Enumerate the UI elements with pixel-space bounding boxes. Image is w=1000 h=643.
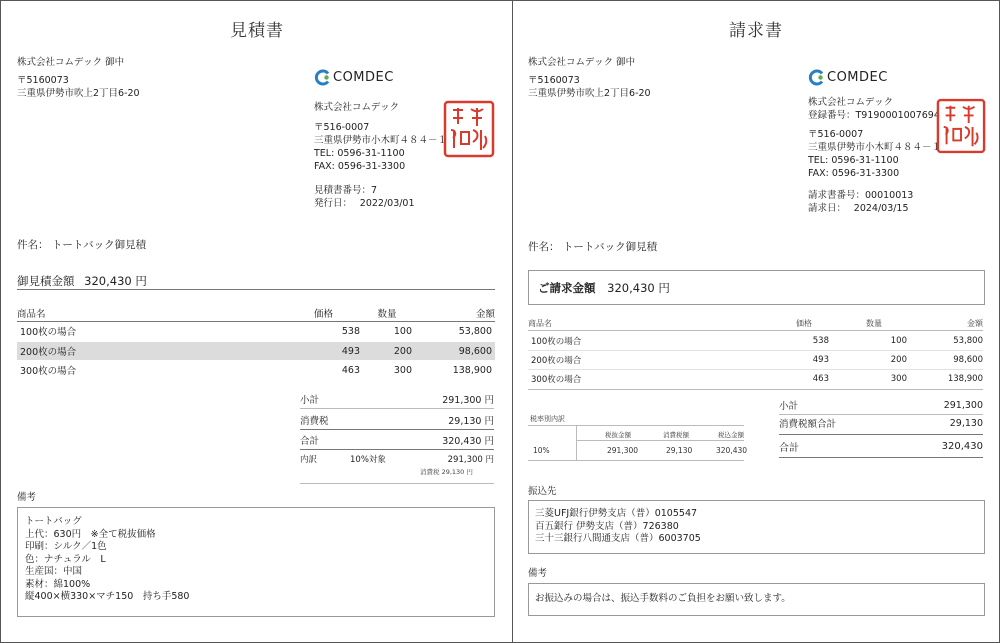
table-row: 100枚の場合 538 100 53,800 [531,336,983,347]
invoice-total-value: 320,430 円 [607,281,670,295]
tax-header-excl: 税抜金額 [605,431,631,439]
invoice-notes-label: 備考 [528,568,548,579]
tax-table-bottom-line [528,460,744,461]
table-row: 300枚の場合 463 300 138,900 [531,374,983,385]
invoice-reg-no: 登録番号：T9190001007694 [808,110,940,121]
comdec-logo [808,69,888,86]
subtotal-line [779,414,983,415]
tax-table-top-line [528,425,744,426]
comdec-logo [314,69,394,86]
estimate-subject: 件名： トートバック御見積 [17,239,147,251]
invoice-fax: FAX: 0596-31-3300 [808,168,900,179]
grand-total-row: 合計 320,430 [779,440,983,454]
estimate-title: 見積書 [230,21,284,41]
bank-item: 三菱UFJ銀行伊勢支店（普）0105547 [535,508,698,519]
estimate-notes-list: トートバッグ 上代：630円 ※全て税抜価格 印刷：シルク／1色 色：ナチュラル L 生産国：中国 素材：綿100% 縦400×横330×マチ150 持ち手580 [25,516,190,602]
tax-table-title: 税率別内訳 [530,415,565,423]
header-name: 商品名 [17,309,46,320]
total-underline [17,289,495,290]
invoice-total-label: ご請求金額 [538,281,596,295]
comdec-logo-icon [808,69,825,86]
header-amount: 金額 [475,309,495,320]
table-row: 100枚の場合 538 100 53,800 [20,325,492,338]
subtotal-row: 小計 291,300 [779,399,983,412]
estimate-total [17,273,147,289]
estimate-recipient-zip: 〒5160073 [17,75,69,86]
bank-item: 三十三銀行八間通支店（普）6003705 [535,533,701,544]
invoice-notes-box [528,583,985,616]
tax-table-divider [576,425,577,461]
estimate-recipient: 株式会社コムデック 御中 [17,57,125,68]
estimate-total-value: 320,430 円 [84,274,147,288]
table-row: 300枚の場合 463 300 138,900 [20,364,492,377]
estimate-company-address: 三重県伊勢市小木町４８４－１ [314,135,448,146]
invoice-recipient-address: 三重県伊勢市吹上2丁目6-20 [528,88,651,99]
tax-line [300,429,494,430]
logo-text: COMDEC [827,70,888,85]
tax-excl: 291,300 [607,446,639,455]
tax-table-mid-line [576,440,744,441]
subtotal-line [300,408,494,409]
tax-header-incl: 税込金額 [718,431,744,439]
invoice-subject: 件名： トートバック御見積 [528,241,658,253]
invoice-total [538,280,670,296]
tax-amount: 29,130 [666,446,693,455]
invoice-doc-no: 請求書番号：00010013 [808,190,914,201]
subtotal-row: 小計 291,300 円 [300,395,494,406]
grand-line [300,449,494,450]
comdec-logo-icon [314,69,331,86]
invoice-issue-date: 請求日： 2024/03/15 [808,203,909,214]
invoice-title: 請求書 [729,21,783,41]
tax-row: 消費税 29,130 円 [300,416,494,427]
grand-total-row: 合計 320,430 円 [300,436,494,447]
estimate-recipient-address: 三重県伊勢市吹上2丁目6-20 [17,88,140,99]
breakdown-row: 内訳 10%対象 291,300 円 [300,455,494,465]
invoice-company-zip: 〒516-0007 [808,129,864,140]
estimate-tel: TEL: 0596-31-1100 [314,148,405,159]
invoice-total-box [528,270,985,305]
invoice-header-line [528,330,983,331]
invoice-document [513,0,1000,643]
estimate-doc-no: 見積書番号：7 [314,185,378,196]
invoice-tel: TEL: 0596-31-1100 [808,155,899,166]
estimate-issue-date: 発行日： 2022/03/01 [314,198,415,209]
logo-text: COMDEC [333,70,394,85]
bank-list [529,501,984,546]
header-price: 価格 [314,309,334,320]
bank-item: 百五銀行 伊勢支店（普）726380 [535,520,679,532]
tax-incl: 320,430 [716,446,748,455]
bank-label: 振込先 [528,486,557,497]
invoice-recipient: 株式会社コムデック 御中 [528,57,636,68]
table-row-highlighted: 200枚の場合 493 200 98,600 [17,342,495,360]
tax-header-tax: 消費税額 [663,431,689,439]
company-seal-stamp [443,100,495,158]
table-bottom-line [528,389,983,390]
estimate-notes-box [17,507,495,617]
estimate-company-zip: 〒516-0007 [314,122,370,133]
invoice-recipient-zip: 〒5160073 [528,75,580,86]
table-row: 200枚の場合 493 200 98,600 [531,355,983,366]
invoice-notes: お振込みの場合は、振込手数料のご負担をお願い致します。 [535,593,791,604]
company-seal-stamp [936,98,986,154]
estimate-total-label: 御見積金額 [17,274,75,288]
invoice-table-header: 商品名 価格 数量 金額 [528,318,983,328]
breakdown-tax: 消費税 29,130 円 [420,468,473,476]
grand-line [779,457,983,458]
tax-total-line [779,434,983,435]
estimate-fax: FAX: 0596-31-3300 [314,161,406,172]
tax-total-row: 消費税額合計 29,130 [779,417,983,430]
estimate-table-header [17,306,495,320]
invoice-company-address: 三重県伊勢市小木町４８４－１ [808,142,942,153]
breakdown-line [300,483,494,484]
bank-box [528,500,985,554]
header-qty: 数量 [377,309,397,320]
invoice-company: 株式会社コムデック [808,97,894,108]
estimate-company: 株式会社コムデック [314,102,400,113]
estimate-notes-label: 備考 [17,492,37,503]
tax-rate: 10% [533,446,550,455]
